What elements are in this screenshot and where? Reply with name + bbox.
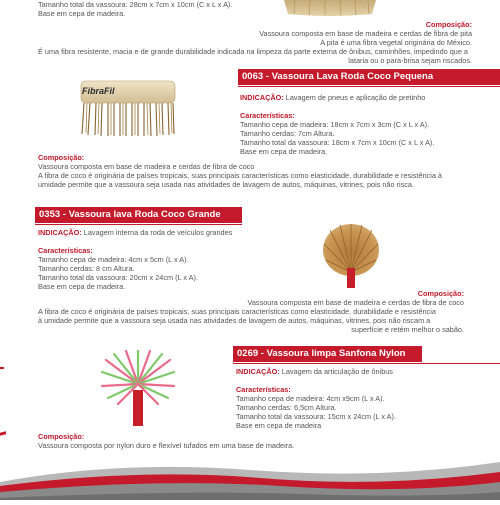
characteristics-line: Base em cepa de madeira. — [240, 147, 328, 156]
section-title-0269: 0269 - Vassoura limpa Sanfona Nylon — [233, 346, 422, 362]
top-size-line: Tamanho total da vassoura: 28cm x 7cm x 10cm (C x L x A). — [38, 0, 233, 9]
brand-logo: FibraFil — [82, 86, 115, 96]
composition-line: Vassoura composta por nylon duro e flexível tufados em uma base de madeira. — [38, 441, 295, 450]
indication-text: Lavagem interna da roda de veículos grandes — [81, 228, 233, 237]
composition-line: Vassoura composta em base de madeira e cerdas de fibra de coco — [247, 298, 464, 307]
characteristics-line: Tamanho cerdas: 8 cm Altura. — [38, 264, 135, 273]
top-composition-line-2: A pita é uma fibra vegetal originária do México. — [320, 38, 472, 47]
characteristics-line: Tamanho cerdas: 6,5cm Altura. — [236, 403, 337, 412]
composition-label: Composição: — [38, 432, 85, 441]
characteristics-line: Tamanho cepa de madeira: 4cm x9cm (L x A). — [236, 394, 385, 403]
product-image-0269 — [100, 350, 176, 426]
top-composition-line-3: É uma fibra resistente, macia e de grande durabilidade indicada na limpeza da parte externa de ônibus, caminhões, impedindo que a — [38, 47, 468, 56]
characteristics-label: Características: — [236, 385, 291, 394]
section-title-0353: 0353 - Vassoura lava Roda Coco Grande — [35, 207, 242, 223]
composition-line: umidade permite que a vassoura seja usada nas atividades de lavagem de autos, máquinas, vitrines, pois não risca. — [38, 180, 415, 189]
characteristics-line: Tamanho cerdas: 7cm Altura. — [240, 129, 335, 138]
decorative-edge-mark — [0, 367, 4, 369]
composition-label: Composição: — [38, 153, 85, 162]
section-divider — [233, 363, 500, 364]
product-image-0353 — [320, 222, 382, 288]
product-image-0063 — [78, 78, 178, 138]
composition-line: superfície e retém melhor o sabão. — [351, 325, 464, 334]
indication-0063 — [240, 93, 498, 102]
top-composition-label: Composição: — [425, 20, 472, 29]
composition-line: Vassoura composta em base de madeira e cerdas de fibra de coco — [38, 162, 255, 171]
section-title-0063: 0063 - Vassoura Lava Roda Coco Pequena — [238, 69, 500, 85]
product-image-pita-brush — [280, 0, 380, 16]
characteristics-line: Tamanho total da vassoura: 15cm x 24cm (L x A). — [236, 412, 396, 421]
characteristics-line: Base em cepa de madeira. — [38, 282, 126, 291]
indication-label: INDICAÇÃO: — [38, 228, 82, 237]
characteristics-0353 — [38, 246, 258, 291]
indication-0353 — [38, 228, 258, 237]
composition-label-0353: Composição: — [417, 289, 464, 298]
top-composition-line-4: lataria ou o para-brisa sejam riscados. — [348, 56, 472, 65]
indication-text: Lavagem de pneus e aplicação de pretinho — [283, 93, 426, 102]
characteristics-line: Tamanho cepa de madeira: 18cm x 7cm x 3cm (C x L x A). — [240, 120, 430, 129]
composition-0269 — [38, 432, 478, 450]
composition-line: A fibra de coco é originária de países tropicais, suas principais características como elasticidade, durabilidade e resistência à — [38, 171, 442, 180]
indication-label: INDICAÇÃO: — [240, 93, 284, 102]
characteristics-line: Tamanho total da vassoura: 20cm x 24cm (L x A). — [38, 273, 198, 282]
composition-line: A fibra de coco é originária de países tropicais, suas principais características como elasticidade, durabilidade e resistência — [38, 307, 436, 316]
characteristics-line: Tamanho total da vassoura: 18cm x 7cm x 10cm (C x L x A). — [240, 138, 435, 147]
characteristics-line: Base em cepa de madeira — [236, 421, 322, 430]
characteristics-label: Características: — [38, 246, 93, 255]
indication-label: INDICAÇÃO: — [236, 367, 280, 376]
characteristics-0269 — [236, 385, 496, 430]
composition-line: à umidade permite que a vassoura seja usada nas atividades de lavagem de autos, máquinas, vitrines, pois não riscam a — [38, 316, 431, 325]
composition-0063 — [38, 153, 498, 189]
section-divider — [238, 86, 500, 87]
top-base-line: Base em cepa de madeira. — [38, 9, 126, 18]
top-composition-line-1: Vassoura composta em base de madeira e cerdas de fibra de pita — [259, 29, 472, 38]
decorative-edge-mark — [0, 431, 6, 436]
footer-wave — [0, 452, 500, 500]
section-divider — [35, 224, 242, 225]
characteristics-line: Tamanho cepa de madeira: 4cm x 5cm (L x A). — [38, 255, 189, 264]
characteristics-label: Características: — [240, 111, 295, 120]
characteristics-0063 — [240, 111, 498, 156]
indication-0269 — [236, 367, 496, 376]
indication-text: Lavagem da articulação de ônibus — [279, 367, 393, 376]
